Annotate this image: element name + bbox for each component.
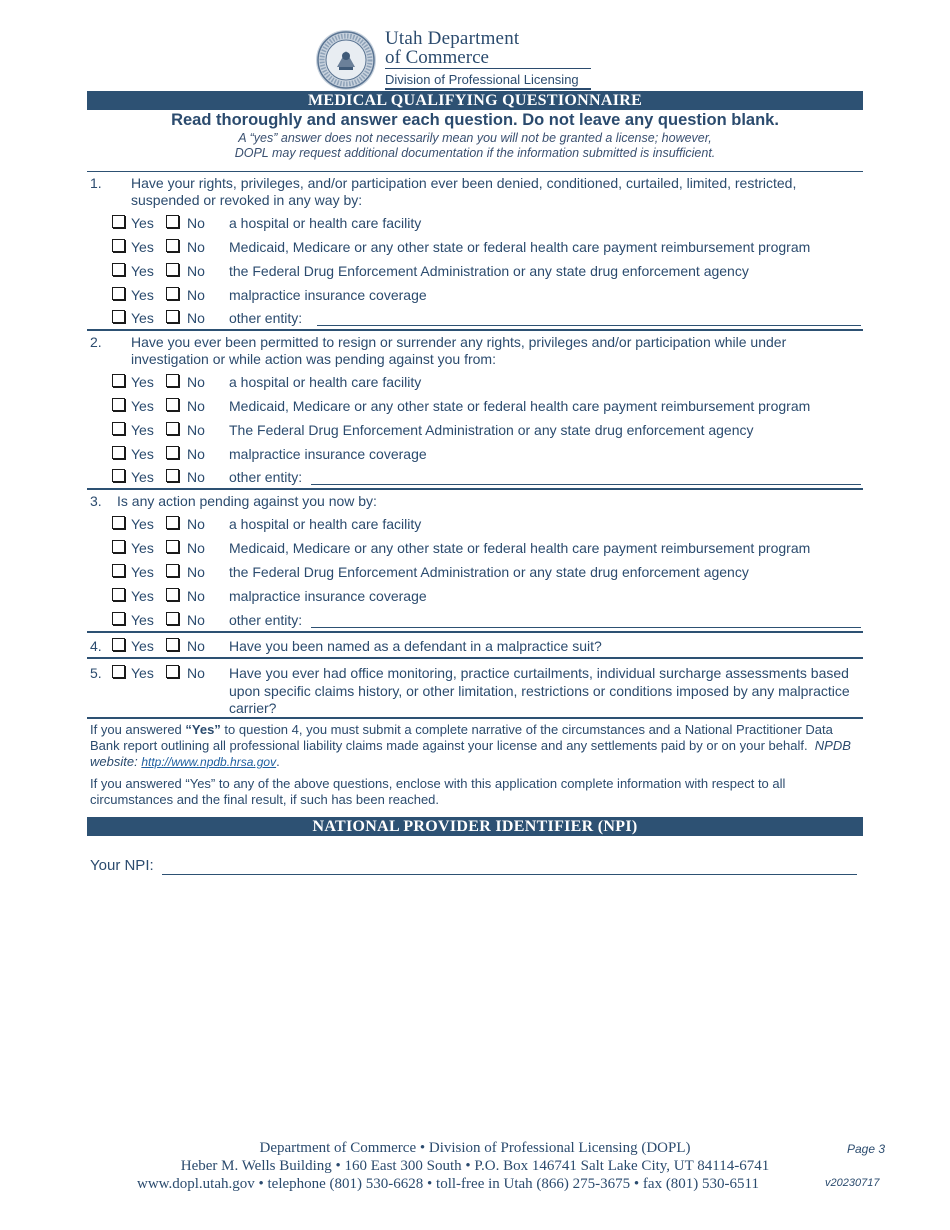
- q3-other-entity-field[interactable]: [311, 627, 861, 628]
- no-label: No: [187, 310, 205, 326]
- question-text: Have you ever been permitted to resign or surrender any rights, privileges and/or participation while under investigation or while action was pending against you from:: [131, 334, 787, 367]
- npi-section-title: NATIONAL PROVIDER IDENTIFIER (NPI): [87, 817, 863, 836]
- no-label: No: [187, 540, 205, 556]
- question-number: 3.: [90, 493, 102, 509]
- q1-item2-no-checkbox[interactable]: [166, 239, 179, 252]
- question-text: Is any action pending against you now by:: [117, 493, 377, 509]
- q3-item5-yes-checkbox[interactable]: [112, 612, 125, 625]
- org-name-line2: of Commerce: [385, 47, 489, 68]
- q2-item1-no-checkbox[interactable]: [166, 374, 179, 387]
- q2-item4-yes-checkbox[interactable]: [112, 446, 125, 459]
- instructions-note-line2: DOPL may request additional documentation if the information submitted is insufficient.: [234, 146, 716, 160]
- q1-item3-yes-checkbox[interactable]: [112, 263, 125, 276]
- yes-label: Yes: [131, 638, 154, 654]
- no-label: No: [187, 665, 205, 681]
- yes-label: Yes: [131, 287, 154, 303]
- malpractice-note: If you answered “Yes” to question 4, you must submit a complete narrative of the circumstances and a National Practitioner Data Bank report outlining all professional liability claims made against your license and any settlements paid by or on your behalf. NPDB website: http://www.npdb.hrsa.gov.: [90, 722, 851, 769]
- no-label: No: [187, 374, 205, 390]
- yes-label: Yes: [131, 540, 154, 556]
- section-divider: [87, 657, 863, 659]
- no-label: No: [187, 446, 205, 462]
- question-item: other entity:: [229, 469, 303, 485]
- yes-label: Yes: [131, 588, 154, 604]
- q3-item1-no-checkbox[interactable]: [166, 516, 179, 529]
- yes-label: Yes: [131, 239, 154, 255]
- no-label: No: [187, 287, 205, 303]
- question-item: a hospital or health care facility: [229, 516, 422, 532]
- npdb-link[interactable]: http://www.npdb.hrsa.gov: [141, 755, 277, 769]
- q2-item5-yes-checkbox[interactable]: [112, 469, 125, 482]
- yes-label: Yes: [131, 516, 154, 532]
- question-item: other entity:: [229, 612, 303, 628]
- q3-item4-yes-checkbox[interactable]: [112, 588, 125, 601]
- q4-no-checkbox[interactable]: [166, 638, 179, 651]
- question-text: Have your rights, privileges, and/or participation ever been denied, conditioned, curtailed, limited, restricted, suspended or revoked in any way by:: [131, 175, 797, 208]
- section-divider: [87, 631, 863, 633]
- question-number: 4.: [90, 638, 102, 654]
- question-item: malpractice insurance coverage: [229, 446, 427, 462]
- section-divider: [87, 329, 863, 331]
- no-label: No: [187, 422, 205, 438]
- instructions-main: Read thoroughly and answer each question. Do not leave any question blank.: [171, 111, 779, 129]
- no-label: No: [187, 516, 205, 532]
- yes-label: Yes: [131, 665, 154, 681]
- page-number: Page 3: [847, 1142, 886, 1156]
- q2-item3-no-checkbox[interactable]: [166, 422, 179, 435]
- question-item: Medicaid, Medicare or any other state or federal health care payment reimbursement program: [229, 239, 811, 255]
- question-item: a hospital or health care facility: [229, 215, 422, 231]
- header-divider-bottom: [385, 88, 591, 90]
- q3-item5-no-checkbox[interactable]: [166, 612, 179, 625]
- question-item: Medicaid, Medicare or any other state or federal health care payment reimbursement program: [229, 398, 811, 414]
- npi-input-field[interactable]: [162, 874, 857, 875]
- q3-item2-yes-checkbox[interactable]: [112, 540, 125, 553]
- question-item: The Federal Drug Enforcement Administration or any state drug enforcement agency: [229, 422, 754, 438]
- questionnaire-title: MEDICAL QUALIFYING QUESTIONNAIRE: [87, 91, 863, 110]
- no-label: No: [187, 263, 205, 279]
- q1-item2-yes-checkbox[interactable]: [112, 239, 125, 252]
- question-item: the Federal Drug Enforcement Administration or any state drug enforcement agency: [229, 564, 749, 580]
- yes-label: Yes: [131, 398, 154, 414]
- q3-item1-yes-checkbox[interactable]: [112, 516, 125, 529]
- q2-item4-no-checkbox[interactable]: [166, 446, 179, 459]
- no-label: No: [187, 239, 205, 255]
- q2-item2-yes-checkbox[interactable]: [112, 398, 125, 411]
- no-label: No: [187, 398, 205, 414]
- question-item: other entity:: [229, 310, 303, 326]
- q2-item2-no-checkbox[interactable]: [166, 398, 179, 411]
- no-label: No: [187, 588, 205, 604]
- section-divider: [87, 717, 863, 719]
- q2-item5-no-checkbox[interactable]: [166, 469, 179, 482]
- npdb-label: NPDB website:: [90, 738, 851, 769]
- note-text: If you answered: [90, 722, 186, 737]
- org-name-line1: Utah Department: [385, 28, 520, 49]
- note-bold-yes: “Yes”: [185, 722, 221, 737]
- question-item: the Federal Drug Enforcement Administration or any state drug enforcement agency: [229, 263, 749, 279]
- no-label: No: [187, 564, 205, 580]
- yes-label: Yes: [131, 374, 154, 390]
- footer-address: Heber M. Wells Building • 160 East 300 South • P.O. Box 146741 Salt Lake City, UT 84114-6741: [180, 1158, 770, 1174]
- yes-label: Yes: [131, 263, 154, 279]
- no-label: No: [187, 612, 205, 628]
- question-item: malpractice insurance coverage: [229, 287, 427, 303]
- q3-item2-no-checkbox[interactable]: [166, 540, 179, 553]
- q5-yes-checkbox[interactable]: [112, 665, 125, 678]
- q2-other-entity-field[interactable]: [311, 484, 861, 485]
- no-label: No: [187, 638, 205, 654]
- instructions-note-line1: A “yes” answer does not necessarily mean you will not be granted a license; however,: [238, 131, 712, 145]
- division-name: Division of Professional Licensing: [385, 72, 579, 87]
- question-item: malpractice insurance coverage: [229, 588, 427, 604]
- enclose-note: If you answered “Yes” to any of the above questions, enclose with this application complete information with respect to all circumstances and the final result, if such has been reached.: [90, 776, 786, 807]
- question-number: 2.: [90, 334, 102, 350]
- q1-item3-no-checkbox[interactable]: [166, 263, 179, 276]
- q1-item1-no-checkbox[interactable]: [166, 215, 179, 228]
- question-text: Have you ever had office monitoring, practice curtailments, individual surcharge assessments based upon specific claims history, or other limitation, restrictions or conditions imposed by any malpractice carrier?: [229, 665, 850, 716]
- q2-item3-yes-checkbox[interactable]: [112, 422, 125, 435]
- q1-item5-yes-checkbox[interactable]: [112, 310, 125, 323]
- yes-label: Yes: [131, 564, 154, 580]
- q3-item3-no-checkbox[interactable]: [166, 564, 179, 577]
- q1-item5-no-checkbox[interactable]: [166, 310, 179, 323]
- q1-item4-no-checkbox[interactable]: [166, 287, 179, 300]
- q3-item3-yes-checkbox[interactable]: [112, 564, 125, 577]
- npi-label: Your NPI:: [90, 857, 154, 874]
- yes-label: Yes: [131, 446, 154, 462]
- header-divider: [385, 68, 591, 69]
- question-text: Have you been named as a defendant in a malpractice suit?: [229, 638, 602, 654]
- q2-item1-yes-checkbox[interactable]: [112, 374, 125, 387]
- no-label: No: [187, 215, 205, 231]
- state-seal-logo: [315, 29, 377, 91]
- note-text: to question 4, you must submit a complete narrative of the circumstances and a National Practitioner Data Bank report outlining all professional liability claims made against your license and any settlements paid by or on your behalf.: [90, 722, 833, 753]
- q1-item4-yes-checkbox[interactable]: [112, 287, 125, 300]
- yes-label: Yes: [131, 612, 154, 628]
- form-version: v20230717: [825, 1177, 880, 1189]
- section-divider: [87, 488, 863, 490]
- yes-label: Yes: [131, 422, 154, 438]
- question-item: a hospital or health care facility: [229, 374, 422, 390]
- yes-label: Yes: [131, 469, 154, 485]
- yes-label: Yes: [131, 215, 154, 231]
- question-number: 5.: [90, 665, 102, 681]
- q5-no-checkbox[interactable]: [166, 665, 179, 678]
- section-divider: [87, 171, 863, 172]
- footer-line1: Department of Commerce • Division of Professional Licensing (DOPL): [259, 1140, 691, 1156]
- question-item: Medicaid, Medicare or any other state or federal health care payment reimbursement program: [229, 540, 811, 556]
- q1-other-entity-field[interactable]: [317, 325, 861, 326]
- q4-yes-checkbox[interactable]: [112, 638, 125, 651]
- question-number: 1.: [90, 175, 102, 191]
- footer-contact: www.dopl.utah.gov • telephone (801) 530-6628 • toll-free in Utah (866) 275-3675 • fax (801) 530-6511: [136, 1176, 759, 1192]
- instructions-note: [87, 131, 863, 161]
- q1-item1-yes-checkbox[interactable]: [112, 215, 125, 228]
- yes-label: Yes: [131, 310, 154, 326]
- no-label: No: [187, 469, 205, 485]
- q3-item4-no-checkbox[interactable]: [166, 588, 179, 601]
